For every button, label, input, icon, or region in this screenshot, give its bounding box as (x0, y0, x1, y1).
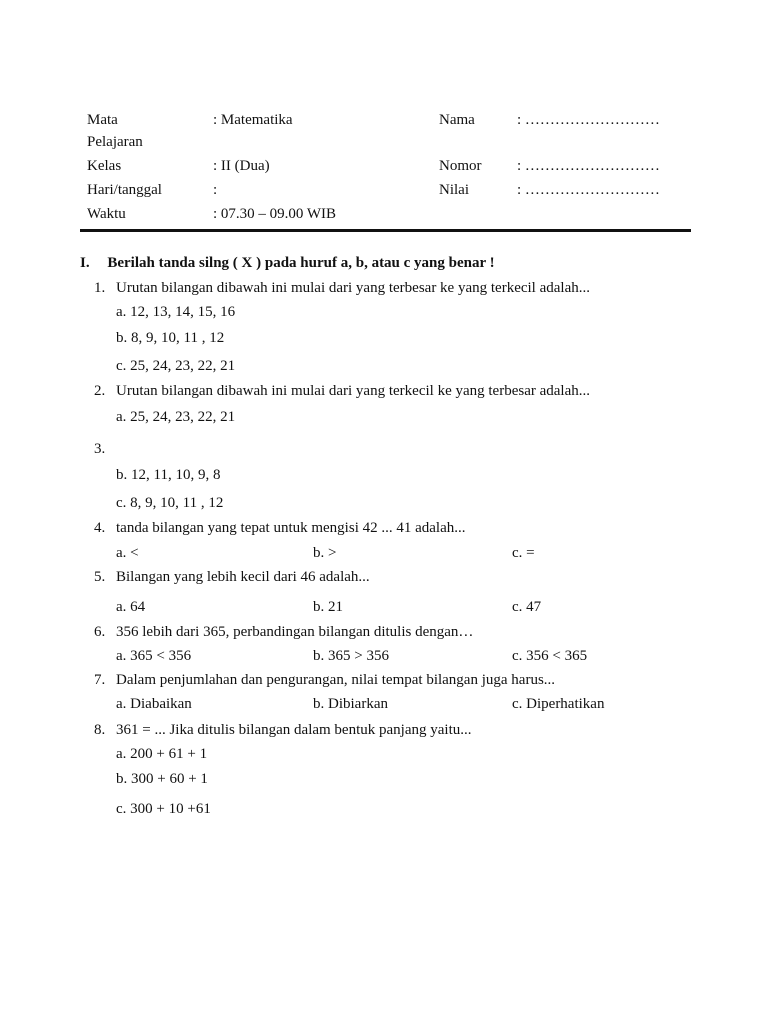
header-row-date (87, 182, 691, 202)
question-1 (94, 280, 590, 297)
question-7-option-c[interactable]: c. Diperhatikan (512, 696, 605, 712)
question-6-option-b[interactable]: b. 365 > 356 (313, 648, 389, 664)
question-3-option-b[interactable]: b. 12, 11, 10, 9, 8 (116, 467, 221, 483)
question-5-option-a[interactable]: a. 64 (116, 599, 146, 615)
score-value: : ……………………… (517, 182, 660, 198)
header-row-subject-2 (87, 134, 691, 154)
question-text: Dalam penjumlahan dan pengurangan, nilai tempat bilangan juga harus... (116, 672, 556, 688)
question-number: 3. (94, 441, 106, 457)
question-8-option-c[interactable]: c. 300 + 10 +61 (116, 801, 211, 817)
question-text: 361 = ... Jika ditulis bilangan dalam bentuk panjang yaitu... (116, 722, 472, 738)
question-6-option-a[interactable]: a. 365 < 356 (116, 648, 192, 664)
question-4-option-b[interactable]: b. > (313, 545, 337, 561)
question-7 (94, 672, 556, 689)
question-6-option-c[interactable]: c. 356 < 365 (512, 648, 588, 664)
question-6 (94, 624, 474, 641)
header-row-subject (87, 112, 691, 132)
name-value: : ……………………… (517, 112, 660, 128)
question-3 (94, 441, 105, 458)
question-text: tanda bilangan yang tepat untuk mengisi 42 ... 41 adalah... (116, 520, 466, 536)
class-label: Kelas (87, 158, 122, 174)
question-5-option-b[interactable]: b. 21 (313, 599, 343, 615)
question-8-option-b[interactable]: b. 300 + 60 + 1 (116, 771, 208, 787)
number-label: Nomor (439, 158, 482, 174)
question-7-option-a[interactable]: a. Diabaikan (116, 696, 192, 712)
class-value: : II (Dua) (213, 158, 270, 174)
question-8 (94, 722, 472, 739)
number-value: : ……………………… (517, 158, 660, 174)
question-text: 356 lebih dari 365, perbandingan bilangan ditulis dengan… (116, 624, 474, 640)
score-label: Nilai (439, 182, 469, 198)
question-number: 2. (94, 383, 106, 399)
question-1-option-b[interactable]: b. 8, 9, 10, 11 , 12 (116, 330, 225, 346)
question-5 (94, 569, 370, 586)
question-text: Bilangan yang lebih kecil dari 46 adalah... (116, 569, 370, 585)
question-4 (94, 520, 466, 537)
header-divider (80, 229, 691, 232)
question-number: 7. (94, 672, 106, 688)
date-value: : (213, 182, 218, 198)
question-number: 1. (94, 280, 106, 296)
section-heading (80, 255, 495, 272)
section-instruction: Berilah tanda silng ( X ) pada huruf a, b, atau c yang benar ! (107, 255, 495, 271)
section-numeral: I. (80, 255, 90, 271)
question-2-option-a[interactable]: a. 25, 24, 23, 22, 21 (116, 409, 236, 425)
subject-label-2: Pelajaran (87, 134, 143, 150)
question-number: 4. (94, 520, 106, 536)
question-4-option-c[interactable]: c. = (512, 545, 535, 561)
question-4-option-a[interactable]: a. < (116, 545, 139, 561)
question-3-option-c[interactable]: c. 8, 9, 10, 11 , 12 (116, 495, 224, 511)
question-text: Urutan bilangan dibawah ini mulai dari yang terkecil ke yang terbesar adalah... (116, 383, 590, 399)
header-row-time (87, 206, 691, 226)
question-number: 6. (94, 624, 106, 640)
question-8-option-a[interactable]: a. 200 + 61 + 1 (116, 746, 208, 762)
question-2 (94, 383, 590, 400)
name-label: Nama (439, 112, 475, 128)
time-label: Waktu (87, 206, 126, 222)
question-1-option-c[interactable]: c. 25, 24, 23, 22, 21 (116, 358, 236, 374)
subject-label: Mata (87, 112, 118, 128)
header-row-class (87, 158, 691, 178)
date-label: Hari/tanggal (87, 182, 162, 198)
question-number: 8. (94, 722, 106, 738)
question-text: Urutan bilangan dibawah ini mulai dari yang terbesar ke yang terkecil adalah... (116, 280, 590, 296)
question-1-option-a[interactable]: a. 12, 13, 14, 15, 16 (116, 304, 236, 320)
question-number: 5. (94, 569, 106, 585)
subject-value: : Matematika (213, 112, 293, 128)
question-7-option-b[interactable]: b. Dibiarkan (313, 696, 388, 712)
time-value: : 07.30 – 09.00 WIB (213, 206, 337, 222)
question-5-option-c[interactable]: c. 47 (512, 599, 542, 615)
